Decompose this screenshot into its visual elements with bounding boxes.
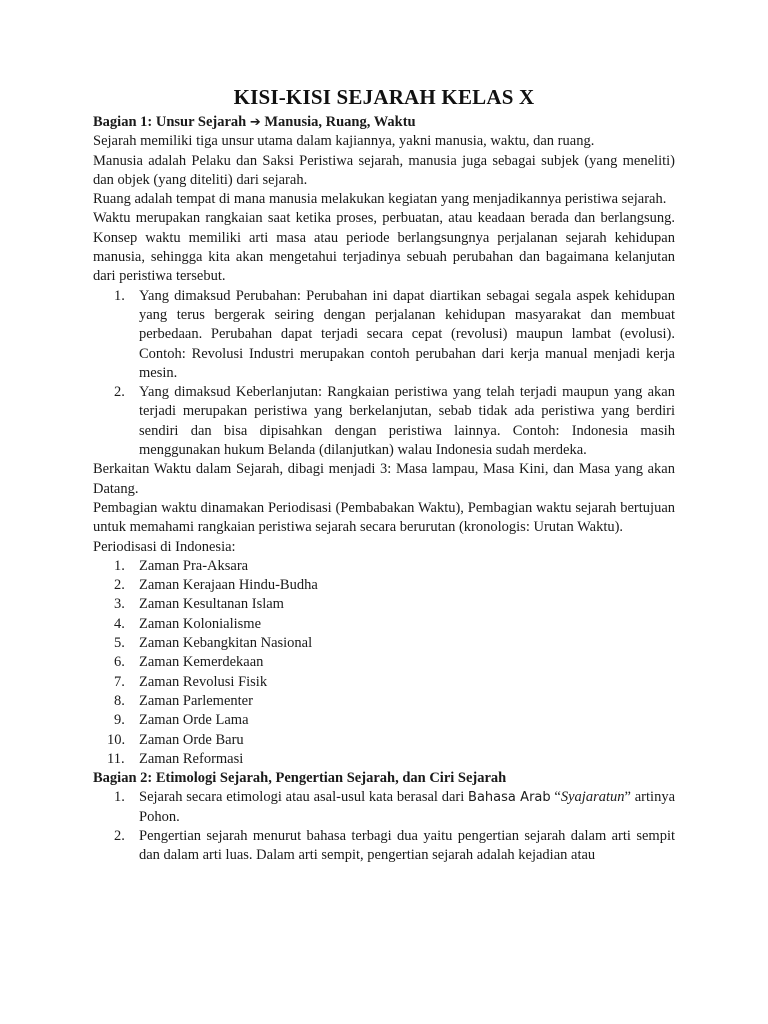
section-1-heading [93,113,675,132]
list-number: 2. [114,577,125,594]
period-item [93,692,675,711]
period-text: Zaman Pra-Aksara [139,557,249,574]
list-number: 4. [114,615,125,632]
etimologi-text-post: artinya Pohon. [139,789,676,825]
paragraph-manusia: Manusia adalah Pelaku dan Saksi Peristiwa sejarah, manusia juga sebagai subjek (yang meneliti) dan objek (yang diteliti) dari sejarah. [93,152,675,188]
close-quote: ” [624,789,631,806]
period-item [93,673,675,692]
list-number: 1. [114,557,125,574]
period-text: Zaman Orde Lama [139,712,249,729]
period-item [93,731,675,750]
document-page [93,84,675,866]
list-number: 2. [114,827,125,844]
period-text: Zaman Kesultanan Islam [139,596,284,613]
period-text: Zaman Kolonialisme [139,615,262,632]
period-text: Zaman Kerajaan Hindu-Budha [139,577,318,594]
period-text: Zaman Kemerdekaan [139,654,264,671]
list-item-etimologi [93,788,675,827]
section-1-heading-topics: Manusia, Ruang, Waktu [264,114,416,130]
paragraph-pembagian-waktu: Berkaitan Waktu dalam Sejarah, dibagi menjadi 3: Masa lampau, Masa Kini, dan Masa yang akan Datang. [93,461,675,497]
list-item-perubahan [93,287,675,383]
pengertian-text: Pengertian sejarah menurut bahasa terbagi dua yaitu pengertian sejarah dalam arti sempit dan dalam arti luas. Dalam arti sempit, pengertian sejarah adalah kejadian atau [139,827,675,864]
paragraph-unsur-sejarah: Sejarah memiliki tiga unsur utama dalam kajiannya, yakni manusia, waktu, dan ruang. [93,133,595,150]
period-text: Zaman Parlementer [139,692,253,709]
list-number: 10. [107,731,126,748]
period-item [93,576,675,595]
list-item-keberlanjutan [93,383,675,460]
period-item [93,595,675,614]
period-item [93,634,675,653]
list-number: 8. [114,692,125,709]
list-item-text: Yang dimaksud Perubahan: Perubahan ini dapat diartikan sebagai segala aspek kehidupan yang terus bergerak seiring dengan perjalanan kehidupan masyarakat dan membuat perbedaan. Perubahan dapat terjadi secara cepat (revolusi) maupun lambat (evolusi). Contoh: Revolusi Industri merupakan contoh perubahan dari kerja manual menjadi kerja mesin. [139,287,675,381]
document-title: KISI-KISI SEJARAH KELAS X [233,85,535,109]
period-text: Zaman Orde Baru [139,731,244,748]
list-number: 2. [114,384,125,401]
period-item [93,750,675,769]
list-number: 5. [114,635,125,652]
etimologi-list [93,788,675,865]
list-number: 7. [114,673,125,690]
list-number: 11. [107,750,125,767]
section-2-heading: Bagian 2: Etimologi Sejarah, Pengertian Sejarah, dan Ciri Sejarah [93,770,507,787]
period-list [93,557,675,769]
paragraph-periodisasi-indonesia: Periodisasi di Indonesia: [93,538,236,555]
paragraph-ruang: Ruang adalah tempat di mana manusia melakukan kegiatan yang menjadikannya peristiwa sejarah. [93,191,667,208]
paragraph-periodisasi: Pembagian waktu dinamakan Periodisasi (Pembabakan Waktu), Pembagian waktu sejarah bertujuan untuk memahami rangkaian peristiwa sejarah secara berurutan (kronologis: Urutan Waktu). [93,499,675,536]
paragraph-waktu: Waktu merupakan rangkaian saat ketika proses, perbuatan, atau keadaan berada dan berlangsung. Konsep waktu memiliki arti masa atau periode berlangsungnya perjalanan sejarah kehidupan manusia, sehingga kita akan mengetahui terjadinya sebuah perubahan dan bagaimana kelanjutan dari peristiwa tersebut. [93,210,675,285]
concept-list [93,287,675,461]
language-name: Bahasa Arab [468,790,551,806]
etimologi-text-pre: Sejarah secara etimologi atau asal-usul kata berasal dari [139,789,469,806]
section-1-heading-text: Bagian 1: Unsur Sejarah [93,114,247,130]
period-text: Zaman Kebangkitan Nasional [139,635,313,652]
list-item-text: Yang dimaksud Keberlanjutan: Rangkaian peristiwa yang telah terjadi maupun yang akan terjadi merupakan peristiwa yang berkelanjutan, sebab tidak ada peristiwa yang berdiri sendiri dan bisa dipisahkan dengan peristiwa lainnya. Contoh: Indonesia masih menggunakan hukum Belanda (dilanjutkan) walau Indonesia sudah merdeka. [139,384,675,459]
list-number: 9. [114,712,125,729]
list-item-pengertian [93,827,675,866]
arrow-right-icon: ➔ [249,115,261,130]
period-text: Zaman Revolusi Fisik [139,673,268,690]
period-item [93,557,675,576]
period-text: Zaman Reformasi [139,750,244,767]
period-item [93,711,675,730]
open-quote: “ [550,789,561,806]
list-number: 1. [114,789,125,806]
period-item [93,653,675,672]
arabic-term: Syajaratun [560,789,625,806]
list-number: 1. [114,287,125,304]
list-number: 3. [114,596,125,613]
list-number: 6. [114,654,125,671]
period-item [93,615,675,634]
